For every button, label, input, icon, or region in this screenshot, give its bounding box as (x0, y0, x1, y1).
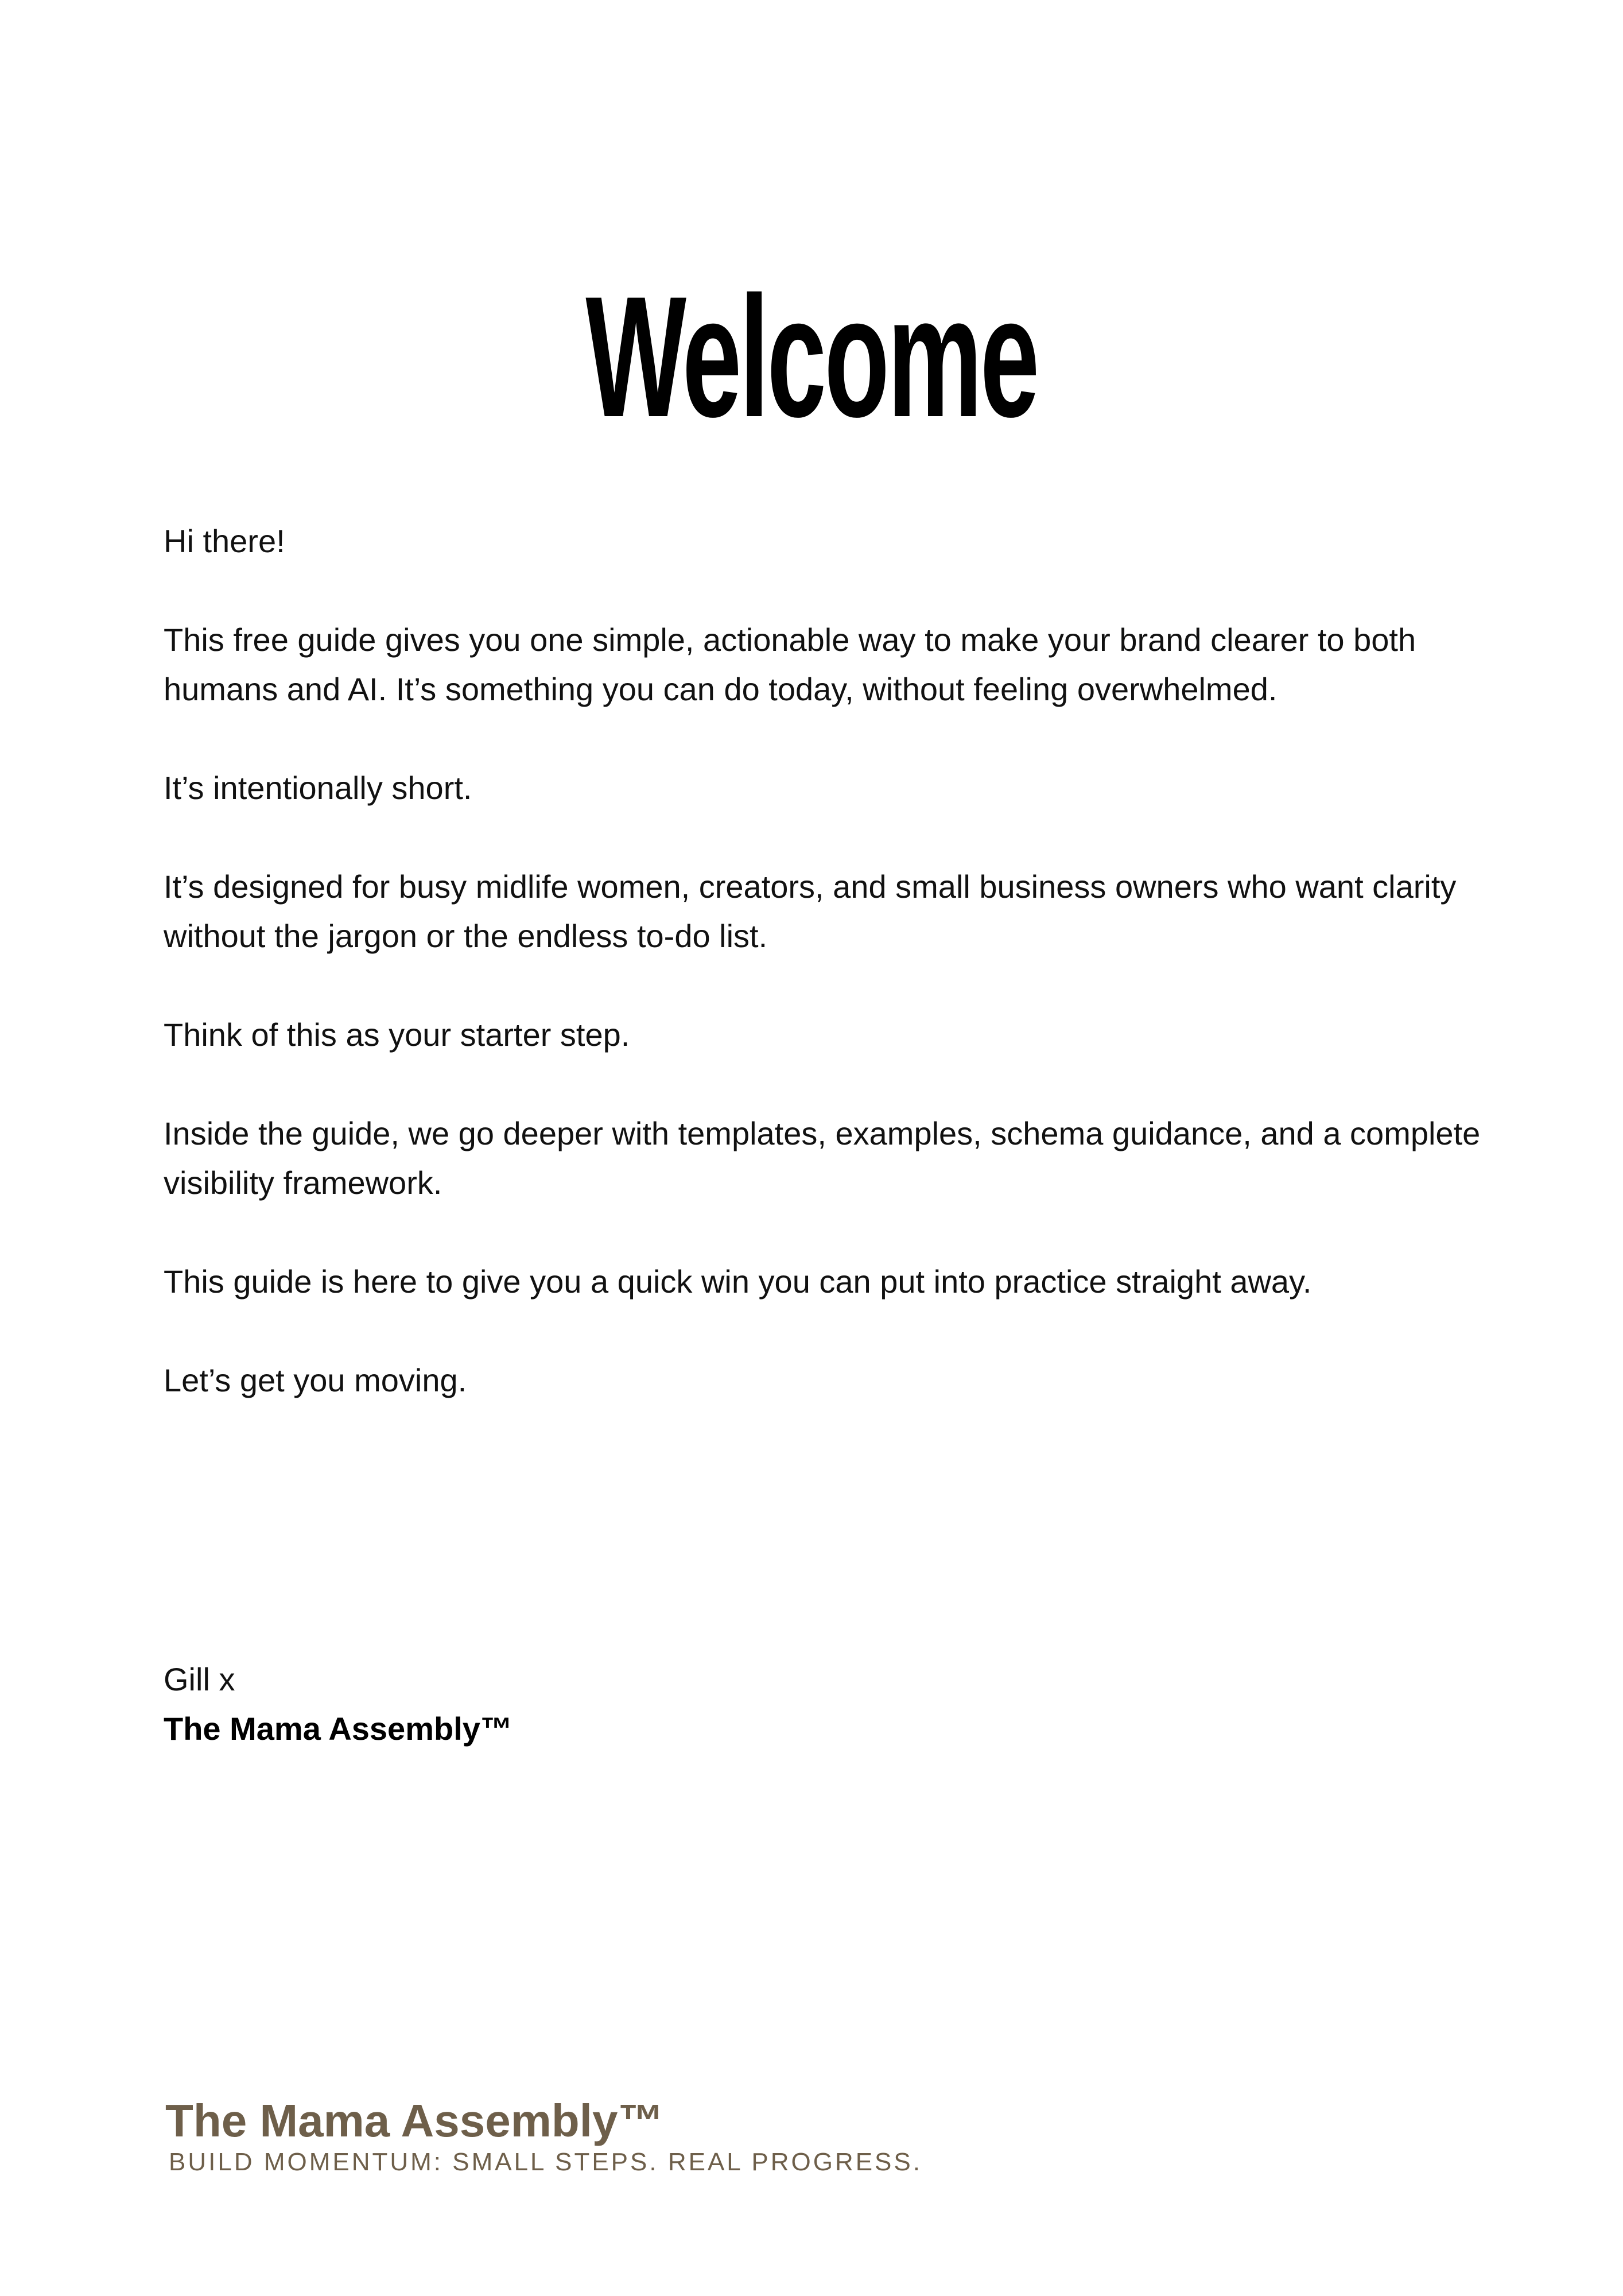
starter-step-paragraph: Think of this as your starter step. (164, 1017, 630, 1053)
signature-name: Gill x (164, 1661, 235, 1697)
closing-paragraph: Let’s get you moving. (164, 1362, 467, 1398)
signature-brand: The Mama Assembly™ (164, 1711, 512, 1747)
page-title: Welcome (585, 260, 1038, 453)
quick-win-paragraph: This guide is here to give you a quick win you can put into practice straight away. (164, 1263, 1312, 1300)
guide-details-paragraph: Inside the guide, we go deeper with templates, examples, schema guidance, and a complete visibility framework. (164, 1115, 1481, 1201)
greeting-paragraph: Hi there! (164, 523, 285, 559)
signature-block (164, 1655, 512, 1754)
footer-brand-name: The Mama Assembly™ (165, 2095, 664, 2146)
footer-tagline: BUILD MOMENTUM: SMALL STEPS. REAL PROGRESS. (169, 2148, 922, 2176)
short-paragraph: It’s intentionally short. (164, 770, 472, 806)
audience-paragraph: It’s designed for busy midlife women, creators, and small business owners who want clarity without the jargon or the endless to-do list. (164, 868, 1457, 954)
intro-paragraph: This free guide gives you one simple, actionable way to make your brand clearer to both humans and AI. It’s something you can do today, without feeling overwhelmed. (164, 622, 1416, 707)
footer (165, 2095, 922, 2178)
welcome-letter-body (164, 517, 1484, 1455)
